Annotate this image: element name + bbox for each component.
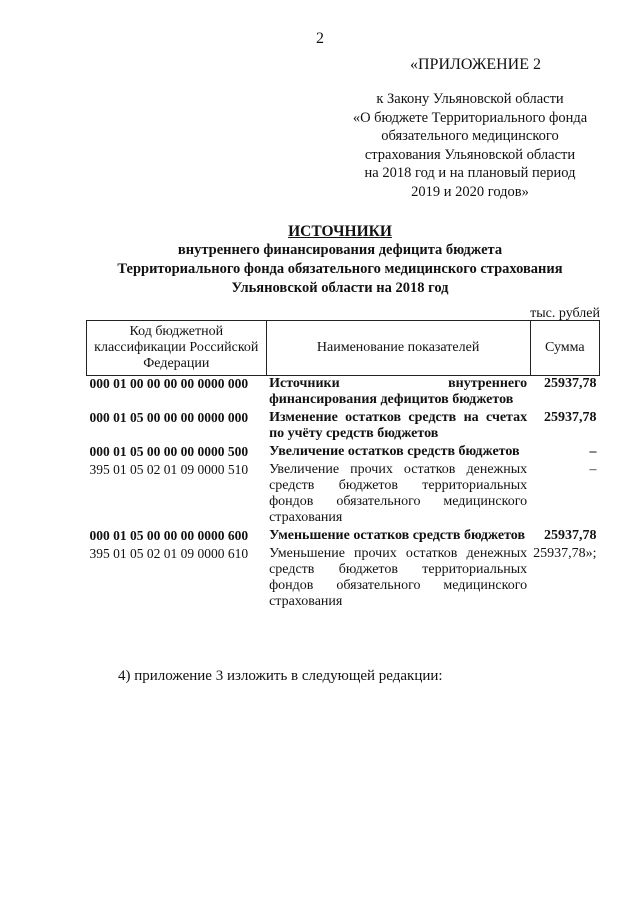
title-main: ИСТОЧНИКИ xyxy=(288,223,392,240)
annex-subtitle-line: обязательного медицинского xyxy=(381,128,559,144)
document-title xyxy=(40,222,640,298)
row-sum: 25937,78 xyxy=(544,528,597,543)
row-code: 000 01 00 00 00 00 0000 000 xyxy=(89,376,249,391)
row-name: Уменьшение остатков средств бюджетов xyxy=(269,528,526,543)
sources-table xyxy=(86,320,600,610)
annex-subtitle-line: «О бюджете Территориального фонда xyxy=(352,109,588,126)
page-number: 2 xyxy=(316,30,324,47)
row-name: Увеличение остатков средств бюджетов xyxy=(269,444,520,459)
header-sum: Сумма xyxy=(530,321,599,376)
row-code: 000 01 05 00 00 00 0000 500 xyxy=(89,444,249,459)
row-sum: – xyxy=(589,444,597,459)
row-sum: 25937,78»; xyxy=(533,546,597,561)
title-line: внутреннего финансирования дефицита бюджета xyxy=(177,242,503,258)
footer-text: 4) приложение 3 изложить в следующей редакции: xyxy=(118,668,443,684)
row-code: 000 01 05 00 00 00 0000 600 xyxy=(89,528,249,543)
annex-subtitle-line: 2019 и 2020 годов» xyxy=(411,183,529,200)
row-name: Увеличение прочих остатков денежных средств бюджетов территориальных фондов обязательного медицинского страхования xyxy=(269,462,528,525)
row-code: 395 01 05 02 01 09 0000 610 xyxy=(89,546,249,561)
annex-subtitle-line: страхования Ульяновской области xyxy=(364,146,576,163)
annex-subtitle-line: к Закону Ульяновской области xyxy=(376,91,564,107)
row-sum: 25937,78 xyxy=(544,376,597,391)
table-row xyxy=(87,460,600,526)
title-line: Ульяновской области на 2018 год xyxy=(231,280,449,296)
row-name: Уменьшение прочих остатков денежных средств бюджетов территориальных фондов обязательного медицинского страхования xyxy=(269,546,528,609)
header-code: Код бюджетной классификации Российской Федерации xyxy=(87,321,267,376)
row-sum: 25937,78 xyxy=(544,410,597,425)
row-code: 000 01 05 00 00 00 0000 000 xyxy=(89,410,249,425)
annex-subtitle-line: на 2018 год и на плановый период xyxy=(364,165,576,181)
title-line: Территориального фонда обязательного медицинского страхования xyxy=(117,261,563,277)
table-row xyxy=(87,544,600,610)
table-header-row xyxy=(87,321,600,376)
table-row xyxy=(87,408,600,442)
row-sum: – xyxy=(589,462,597,477)
table-row xyxy=(87,376,600,409)
row-name: Изменение остатков средств на счетах по учёту средств бюджетов xyxy=(269,410,528,441)
units-label: тыс. рублей xyxy=(530,306,600,321)
annex-subtitle xyxy=(350,90,590,201)
table-row xyxy=(87,442,600,460)
row-code: 395 01 05 02 01 09 0000 510 xyxy=(89,462,249,477)
table-row xyxy=(87,526,600,544)
header-name: Наименование показателей xyxy=(266,321,530,376)
annex-title: «ПРИЛОЖЕНИЕ 2 xyxy=(410,56,542,73)
row-name: Источники внутреннего финансирования дефицитов бюджетов xyxy=(269,376,528,407)
